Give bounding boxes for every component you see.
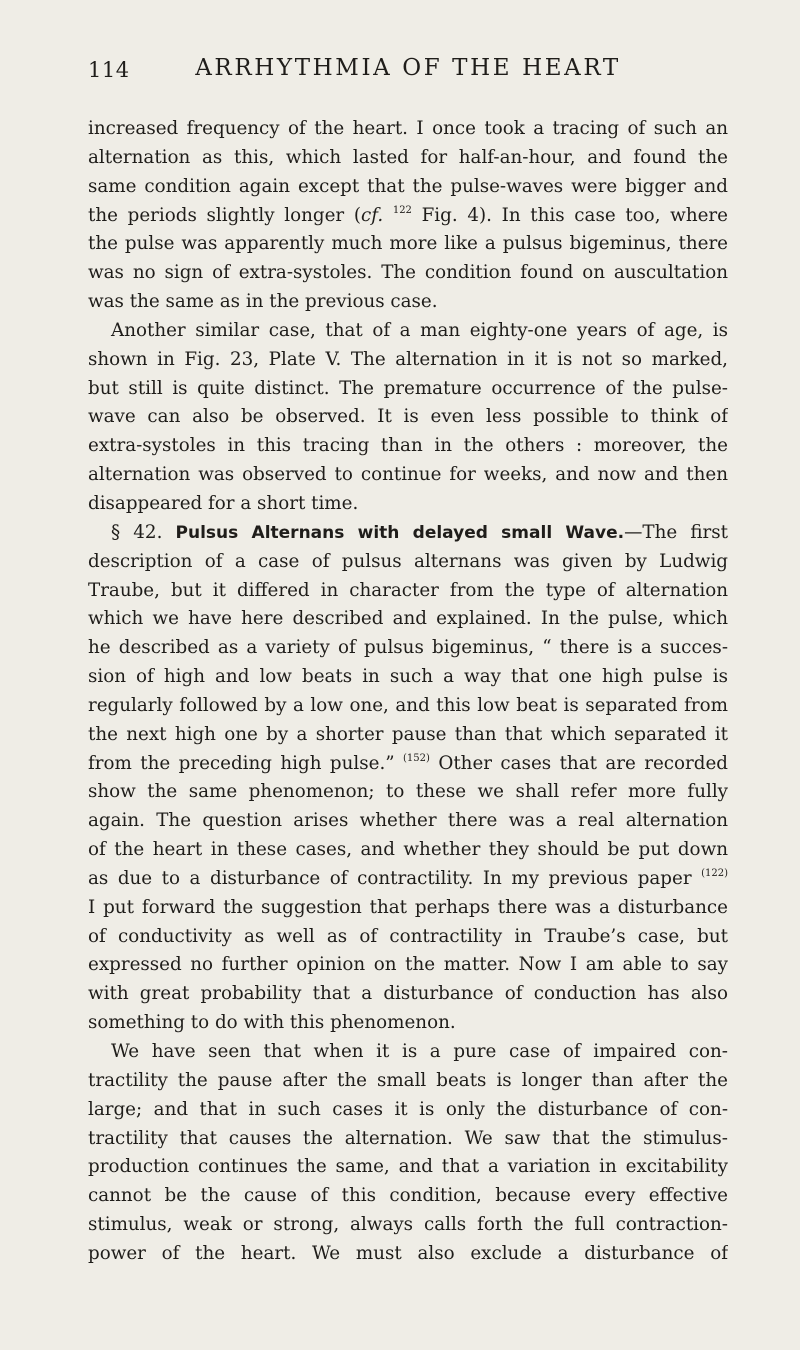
text-line: disappeared for a short time. [88, 492, 359, 514]
footnote-ref: (152) [403, 752, 430, 764]
page-header [88, 52, 728, 92]
text-line: sion of high and low beats in such a way that one high pulse is [88, 666, 728, 688]
text-line: I put forward the suggestion that perhaps there was a disturbance [88, 896, 728, 918]
section-title: Pulsus Alternans with delayed small Wave. [175, 522, 625, 543]
text-line: something to do with this phenomenon. [88, 1012, 456, 1034]
text-line: was no sign of extra-systoles. The condition found on auscultation [88, 262, 728, 284]
text-line: stimulus, weak or strong, always calls forth the full contraction- [88, 1214, 728, 1236]
text-line: but still is quite distinct. The premature occurrence of the pulse- [88, 377, 728, 399]
text-line: the pulse was apparently much more like a pulsus bigeminus, there [88, 233, 728, 255]
text-line: increased frequency of the heart. I once took a tracing of such an [88, 118, 728, 139]
text-line: the periods slightly longer (cf. $^{122}$ Fig. 4). In this case too, where [88, 204, 728, 226]
text-line: Another similar case, that of a man eighty-one years of age, is [111, 319, 728, 341]
text-line: We have seen that when it is a pure case of impaired con- [111, 1041, 728, 1062]
text-line: of the heart in these cases, and whether they should be put down [88, 839, 728, 861]
text-line: same condition again except that the pulse-waves were bigger and [88, 175, 728, 197]
text-line: alternation as this, which lasted for half-an-hour, and found the [88, 146, 728, 168]
text-line: as due to a disturbance of contractility. In my previous paper $^{(122)}$ [88, 867, 728, 889]
text-line: shown in Fig. 23, Plate V. The alternation in it is not so marked, [88, 348, 728, 370]
text-line: wave can also be observed. It is even less possible to think of [88, 406, 728, 428]
text-line: power of the heart. We must also exclude a disturbance of [88, 1242, 728, 1264]
text-line: Traube, but it differed in character from the type of alternation [88, 579, 728, 601]
text-line: from the preceding high pulse.” $^{(152)}$ Other cases that are recorded [88, 752, 728, 774]
text-line: extra-systoles in this tracing than in the others : moreover, the [88, 435, 728, 457]
text-line: production continues the same, and that a variation in excitability [88, 1156, 728, 1178]
page-number: 114 [88, 58, 130, 82]
text-line: tractility the pause after the small beats is longer than after the [88, 1069, 728, 1091]
text-line: tractility that causes the alternation. We saw that the stimulus- [88, 1127, 728, 1149]
text-line: again. The question arises whether there was a real alternation [88, 810, 728, 832]
text-line: cannot be the cause of this condition, because every effective [88, 1185, 728, 1207]
text-line: of conductivity as well as of contractility in Traube’s case, but [88, 925, 728, 947]
text-line: show the same phenomenon; to these we shall refer more fully [88, 781, 728, 803]
footnote-ref: 122 [392, 204, 412, 216]
body-text [88, 115, 728, 1269]
footnote-ref: (122) [701, 867, 728, 879]
text-line: expressed no further opinion on the matter. Now I am able to say [88, 954, 728, 976]
section-heading-line: § 42. Pulsus Alternans with delayed small Wave.—The first [111, 521, 728, 543]
text-line: description of a case of pulsus alternans was given by Ludwig [88, 550, 728, 572]
text-line: large; and that in such cases it is only the disturbance of con- [88, 1098, 728, 1120]
text-line: with great probability that a disturbance of conduction has also [88, 983, 728, 1005]
text-line: regularly followed by a low one, and this low beat is separated from [88, 694, 728, 716]
running-title: ARRHYTHMIA OF THE HEART [195, 55, 621, 81]
text-line: he described as a variety of pulsus bigeminus, “ there is a succes- [88, 637, 728, 659]
text-line: alternation was observed to continue for weeks, and now and then [88, 464, 728, 486]
text-line: the next high one by a shorter pause than that which separated it [88, 723, 728, 745]
text-line: was the same as in the previous case. [88, 291, 438, 313]
text-line: which we have here described and explained. In the pulse, which [88, 608, 728, 630]
